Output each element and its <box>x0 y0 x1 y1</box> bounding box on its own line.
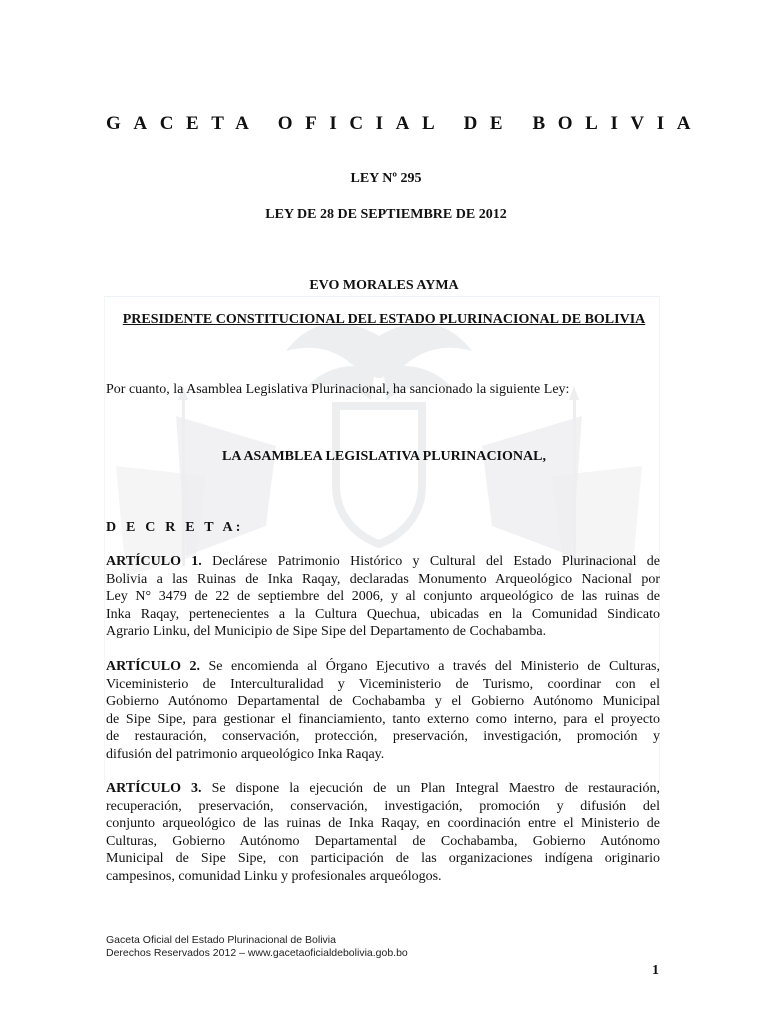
article-line: difusión del patrimonio arqueológico Inka Raqay. <box>106 746 385 762</box>
article-label: ARTÍCULO 2. <box>106 659 200 674</box>
gazette-masthead: GACETA OFICIAL DE BOLIVIA <box>106 113 704 134</box>
article-line: ARTÍCULO 1. Declárese Patrimonio Histórico y Cultural del Estado Plurinacional de <box>106 554 660 569</box>
article-3 <box>106 780 660 886</box>
decreta-heading: D E C R E T A: <box>106 520 244 535</box>
president-name: EVO MORALES AYMA <box>309 278 459 293</box>
article-line: Ley N° 3479 de 22 de septiembre del 2006, y al conjunto arqueológico de las ruinas de <box>106 589 660 605</box>
article-line: Bolivia a las Ruinas de Inka Raqay, declaradas Monumento Arqueológico Nacional por <box>106 571 660 587</box>
article-line: campesinos, comunidad Linku y profesionales arqueólogos. <box>106 868 442 884</box>
law-date: LEY DE 28 DE SEPTIEMBRE DE 2012 <box>265 207 507 222</box>
article-1 <box>106 553 660 641</box>
article-line: de restauración, conservación, protección, preservación, investigación, promoción y <box>106 729 660 745</box>
president-title: PRESIDENTE CONSTITUCIONAL DEL ESTADO PLURINACIONAL DE BOLIVIA <box>122 312 646 327</box>
article-line: Municipal de Sipe Sipe, con participación de las organizaciones indígena originario <box>106 851 660 867</box>
article-line: de Sipe Sipe, para gestionar el financiamiento, tanto externo como interno, para el proyecto <box>106 711 660 727</box>
article-line: ARTÍCULO 2. Se encomienda al Órgano Ejecutivo a través del Ministerio de Culturas, <box>106 659 660 674</box>
article-line: Gobierno Autónomo Departamental de Cochabamba y el Gobierno Autónomo Municipal <box>106 694 660 710</box>
article-line: Agrario Linku, del Municipio de Sipe Sipe del Departamento de Cochabamba. <box>106 624 547 640</box>
article-line: Culturas, Gobierno Autónomo Departamental de Cochabamba, Gobierno Autónomo <box>106 833 660 849</box>
article-line: conjunto arqueológico de las ruinas de Inka Raqay, en coordinación entre el Ministerio de <box>106 816 660 832</box>
intro-paragraph: Por cuanto, la Asamblea Legislativa Plurinacional, ha sancionado la siguiente Ley: <box>106 382 570 397</box>
article-line: Inka Raqay, pertenecientes a la Cultura Quechua, ubicadas en la Comunidad Sindicato <box>106 606 660 622</box>
article-line: Viceministerio de Interculturalidad y Viceministerio de Turismo, coordinar con el <box>106 676 660 692</box>
page-number: 1 <box>652 963 659 978</box>
assembly-heading: LA ASAMBLEA LEGISLATIVA PLURINACIONAL, <box>222 449 546 464</box>
article-label: ARTÍCULO 1. <box>106 554 202 569</box>
page-footer <box>106 934 408 960</box>
coat-of-arms-watermark <box>96 296 662 596</box>
article-label: ARTÍCULO 3. <box>106 781 202 796</box>
article-line: recuperación, preservación, conservación, investigación, promoción y difusión del <box>106 798 660 814</box>
footer-publisher: Gaceta Oficial del Estado Plurinacional de Bolivia <box>106 934 336 946</box>
article-2 <box>106 658 660 764</box>
footer-copyright: Derechos Reservados 2012 – www.gacetaoficialdebolivia.gob.bo <box>106 947 408 959</box>
article-line: ARTÍCULO 3. Se dispone la ejecución de un Plan Integral Maestro de restauración, <box>106 781 661 796</box>
law-number: LEY Nº 295 <box>350 171 422 186</box>
